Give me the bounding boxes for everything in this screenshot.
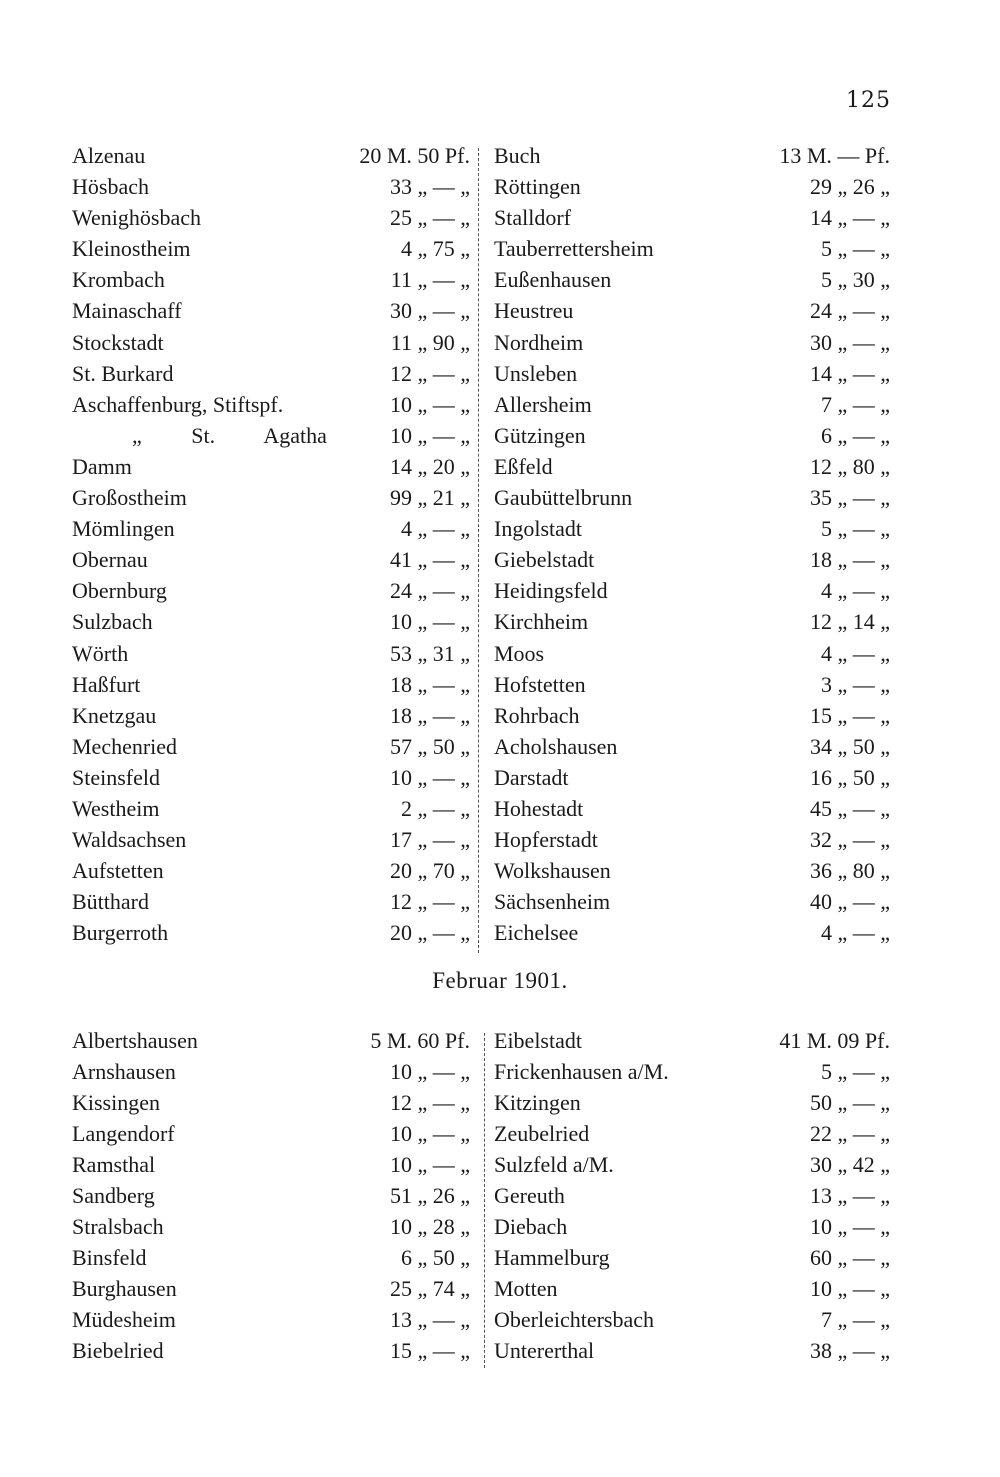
donation-amount: 10 „ — „ xyxy=(389,764,470,790)
donation-amount: 11 „ — „ xyxy=(390,267,470,293)
place-name: Frickenhausen a/M. xyxy=(494,1059,669,1084)
donation-amount: 25 „ — „ xyxy=(389,205,470,231)
ledger-row xyxy=(494,1056,894,1087)
ledger-row xyxy=(494,482,894,513)
place-name: Gaubüttelbrunn xyxy=(494,485,633,511)
donation-amount: 11 „ 90 „ xyxy=(390,329,470,355)
donation-amount: 10 „ — „ xyxy=(389,422,470,448)
donation-amount: 20 M. 50 Pf. xyxy=(359,143,470,168)
ledger-row xyxy=(494,886,894,917)
donation-amount: 16 „ 50 „ xyxy=(809,764,890,790)
ledger-row xyxy=(72,140,472,171)
ledger-row xyxy=(72,202,472,233)
place-name: Kitzingen xyxy=(494,1090,581,1115)
place-name: Ingolstadt xyxy=(494,516,582,542)
place-name: Mechenried xyxy=(72,733,178,759)
ledger-row xyxy=(72,762,472,793)
donation-amount: 4 „ — „ xyxy=(400,516,470,542)
place-name: Obernau xyxy=(72,547,148,573)
ledger-row xyxy=(72,1149,472,1180)
donation-amount: 14 „ — „ xyxy=(809,205,890,231)
ledger-row xyxy=(72,420,472,451)
donation-amount: 10 „ — „ xyxy=(809,1214,890,1239)
place-name: Sulzbach xyxy=(72,609,153,635)
donation-amount: 12 „ 14 „ xyxy=(809,609,890,635)
donation-amount: 45 „ — „ xyxy=(809,795,890,821)
ledger-row xyxy=(72,1180,472,1211)
donation-amount: 34 „ 50 „ xyxy=(809,733,890,759)
ledger-row xyxy=(72,575,472,606)
place-name: Stalldorf xyxy=(494,205,571,231)
donation-amount: 4 „ — „ xyxy=(820,920,890,946)
place-name: Aufstetten xyxy=(72,858,164,884)
donation-amount: 20 „ 70 „ xyxy=(389,858,470,884)
ledger-row xyxy=(494,420,894,451)
donation-amount: 24 „ — „ xyxy=(809,298,890,324)
donation-amount: 41 M. 09 Pf. xyxy=(779,1028,890,1053)
donation-amount: 13 M. — Pf. xyxy=(779,143,890,168)
donation-amount: 60 „ — „ xyxy=(809,1245,890,1270)
ledger-column-right xyxy=(494,1025,894,1366)
place-name: „ St. Agatha xyxy=(132,422,327,448)
donation-amount: 20 „ — „ xyxy=(389,920,470,946)
donation-amount: 57 „ 50 „ xyxy=(389,733,470,759)
ledger-row xyxy=(494,1087,894,1118)
ledger-row xyxy=(72,1273,472,1304)
donation-amount: 5 „ — „ xyxy=(820,1059,890,1084)
place-name: Untererthal xyxy=(494,1338,595,1363)
section-heading: Februar 1901. xyxy=(432,968,568,993)
place-name: Kissingen xyxy=(72,1090,160,1115)
donation-amount: 24 „ — „ xyxy=(389,578,470,604)
ledger-row xyxy=(494,389,894,420)
donation-amount: 5 „ 30 „ xyxy=(820,267,890,293)
donation-amount: 13 „ — „ xyxy=(809,1183,890,1208)
ledger-row xyxy=(72,1304,472,1335)
ledger-row xyxy=(72,917,472,948)
place-name: Gützingen xyxy=(494,422,586,448)
ledger-row xyxy=(72,295,472,326)
donation-amount: 4 „ — „ xyxy=(820,578,890,604)
ledger-row xyxy=(494,669,894,700)
donation-amount: 12 „ — „ xyxy=(389,889,470,915)
place-name: Binsfeld xyxy=(72,1245,147,1270)
donation-amount: 35 „ — „ xyxy=(809,485,890,511)
place-name: Haßfurt xyxy=(72,671,141,697)
donation-amount: 10 „ 28 „ xyxy=(389,1214,470,1239)
ledger-row xyxy=(494,917,894,948)
place-name: Burghausen xyxy=(72,1276,177,1301)
ledger-block-1 xyxy=(0,140,1000,960)
ledger-row xyxy=(72,327,472,358)
page-number: 125 xyxy=(846,88,891,113)
donation-amount: 15 „ — „ xyxy=(809,702,890,728)
ledger-row xyxy=(72,171,472,202)
ledger-row xyxy=(72,1056,472,1087)
place-name: Stralsbach xyxy=(72,1214,164,1239)
ledger-row xyxy=(72,1211,472,1242)
place-name: Sandberg xyxy=(72,1183,155,1208)
place-name: Eibelstadt xyxy=(494,1028,582,1053)
place-name: Alzenau xyxy=(72,143,146,168)
donation-amount: 14 „ — „ xyxy=(809,360,890,386)
donation-amount: 7 „ — „ xyxy=(820,1307,890,1332)
ledger-row xyxy=(72,482,472,513)
place-name: Großostheim xyxy=(72,485,187,511)
ledger-row xyxy=(72,389,472,420)
place-name: Bütthard xyxy=(72,889,149,915)
ledger-row xyxy=(494,1025,894,1056)
place-name: Arnshausen xyxy=(72,1059,176,1084)
ledger-row xyxy=(72,1335,472,1366)
place-name: Tauberrettersheim xyxy=(494,236,654,262)
place-name: Hofstetten xyxy=(494,671,586,697)
ledger-row xyxy=(494,513,894,544)
ledger-row xyxy=(494,575,894,606)
place-name: Ramsthal xyxy=(72,1152,156,1177)
donation-amount: 10 „ — „ xyxy=(389,391,470,417)
ledger-row xyxy=(494,762,894,793)
donation-amount: 5 M. 60 Pf. xyxy=(370,1028,470,1053)
donation-amount: 4 „ 75 „ xyxy=(400,236,470,262)
place-name: Langendorf xyxy=(72,1121,175,1146)
ledger-row xyxy=(72,1242,472,1273)
donation-amount: 10 „ — „ xyxy=(389,1059,470,1084)
donation-amount: 4 „ — „ xyxy=(820,640,890,666)
place-name: Sulzfeld a/M. xyxy=(494,1152,614,1177)
donation-amount: 25 „ 74 „ xyxy=(389,1276,470,1301)
place-name: Biebelried xyxy=(72,1338,164,1363)
place-name: Sächsenheim xyxy=(494,889,611,915)
donation-amount: 32 „ — „ xyxy=(809,827,890,853)
donation-amount: 40 „ — „ xyxy=(809,889,890,915)
place-name: Röttingen xyxy=(494,174,581,200)
ledger-row xyxy=(494,824,894,855)
donation-amount: 10 „ — „ xyxy=(809,1276,890,1301)
ledger-row xyxy=(494,451,894,482)
place-name: Motten xyxy=(494,1276,558,1301)
ledger-row xyxy=(494,793,894,824)
place-name: Unsleben xyxy=(494,360,578,386)
donation-amount: 17 „ — „ xyxy=(389,827,470,853)
ledger-row xyxy=(72,1118,472,1149)
ledger-row xyxy=(494,1242,894,1273)
place-name: Knetzgau xyxy=(72,702,157,728)
ledger-row xyxy=(494,1149,894,1180)
ledger-row xyxy=(494,1211,894,1242)
place-name: Westheim xyxy=(72,795,160,821)
ledger-column-right xyxy=(494,140,894,948)
place-name: Heidingsfeld xyxy=(494,578,608,604)
donation-amount: 29 „ 26 „ xyxy=(809,174,890,200)
donation-amount: 6 „ — „ xyxy=(820,422,890,448)
ledger-row xyxy=(72,513,472,544)
place-name: Moos xyxy=(494,640,545,666)
ledger-row xyxy=(72,451,472,482)
column-divider xyxy=(478,148,479,953)
ledger-row xyxy=(494,544,894,575)
ledger-row xyxy=(72,669,472,700)
place-name: Giebelstadt xyxy=(494,547,595,573)
donation-amount: 18 „ — „ xyxy=(389,671,470,697)
ledger-row xyxy=(494,233,894,264)
ledger-row xyxy=(72,1087,472,1118)
place-name: Kirchheim xyxy=(494,609,589,635)
place-name: Burgerroth xyxy=(72,920,169,946)
donation-amount: 3 „ — „ xyxy=(820,671,890,697)
donation-amount: 30 „ 42 „ xyxy=(809,1152,890,1177)
place-name: Hopferstadt xyxy=(494,827,598,853)
ledger-row xyxy=(494,1273,894,1304)
place-name: Obernburg xyxy=(72,578,167,604)
place-name: Wolkshausen xyxy=(494,858,611,884)
donation-amount: 13 „ — „ xyxy=(389,1307,470,1332)
ledger-row xyxy=(494,264,894,295)
ledger-row xyxy=(72,606,472,637)
ledger-row xyxy=(494,327,894,358)
ledger-row xyxy=(72,358,472,389)
ledger-row xyxy=(494,140,894,171)
place-name: Allersheim xyxy=(494,391,592,417)
donation-amount: 38 „ — „ xyxy=(809,1338,890,1363)
donation-amount: 18 „ — „ xyxy=(809,547,890,573)
donation-amount: 50 „ — „ xyxy=(809,1090,890,1115)
ledger-row xyxy=(72,731,472,762)
ledger-row xyxy=(494,638,894,669)
ledger-row xyxy=(494,295,894,326)
place-name: Eßfeld xyxy=(494,453,553,479)
donation-amount: 51 „ 26 „ xyxy=(389,1183,470,1208)
ledger-row xyxy=(72,264,472,295)
place-name: Rohrbach xyxy=(494,702,580,728)
ledger-row xyxy=(72,233,472,264)
ledger-row xyxy=(494,1180,894,1211)
place-name: Darstadt xyxy=(494,764,569,790)
ledger-row xyxy=(72,700,472,731)
column-divider xyxy=(484,1033,485,1368)
place-name: Diebach xyxy=(494,1214,568,1239)
ledger-row xyxy=(494,1118,894,1149)
place-name: Hösbach xyxy=(72,174,149,200)
ledger-row xyxy=(72,886,472,917)
donation-amount: 15 „ — „ xyxy=(389,1338,470,1363)
place-name: Eußenhausen xyxy=(494,267,612,293)
place-name: Acholshausen xyxy=(494,733,618,759)
place-name: Kleinostheim xyxy=(72,236,191,262)
donation-amount: 5 „ — „ xyxy=(820,236,890,262)
ledger-column-left xyxy=(72,140,472,948)
place-name: Mainaschaff xyxy=(72,298,182,324)
place-name: Mömlingen xyxy=(72,516,175,542)
donation-amount: 10 „ — „ xyxy=(389,1152,470,1177)
place-name: Waldsachsen xyxy=(72,827,187,853)
place-name: Hammelburg xyxy=(494,1245,610,1270)
place-name: Müdesheim xyxy=(72,1307,176,1332)
ledger-row xyxy=(72,793,472,824)
place-name: Hohestadt xyxy=(494,795,584,821)
place-name: Steinsfeld xyxy=(72,764,160,790)
donation-amount: 18 „ — „ xyxy=(389,702,470,728)
place-name: Oberleichtersbach xyxy=(494,1307,655,1332)
place-name: Krombach xyxy=(72,267,165,293)
place-name: Damm xyxy=(72,453,132,479)
place-name: Wenighösbach xyxy=(72,205,201,231)
ledger-row xyxy=(494,1335,894,1366)
donation-amount: 10 „ — „ xyxy=(389,1121,470,1146)
ledger-block-2 xyxy=(0,1025,1000,1375)
place-name: Wörth xyxy=(72,640,129,666)
donation-amount: 53 „ 31 „ xyxy=(389,640,470,666)
donation-amount: 33 „ — „ xyxy=(389,174,470,200)
place-name: Aschaffenburg, Stiftspf. xyxy=(72,391,284,417)
place-name: St. Burkard xyxy=(72,360,174,386)
ledger-row xyxy=(494,700,894,731)
place-name: Eichelsee xyxy=(494,920,579,946)
ledger-row xyxy=(72,855,472,886)
ledger-row xyxy=(72,638,472,669)
donation-amount: 5 „ — „ xyxy=(820,516,890,542)
donation-amount: 36 „ 80 „ xyxy=(809,858,890,884)
ledger-row xyxy=(494,1304,894,1335)
place-name: Albertshausen xyxy=(72,1028,198,1053)
donation-amount: 12 „ — „ xyxy=(389,1090,470,1115)
ledger-row xyxy=(72,544,472,575)
ledger-row xyxy=(494,731,894,762)
place-name: Buch xyxy=(494,143,541,168)
donation-amount: 12 „ — „ xyxy=(389,360,470,386)
donation-amount: 6 „ 50 „ xyxy=(400,1245,470,1270)
place-name: Heustreu xyxy=(494,298,574,324)
ledger-column-left xyxy=(72,1025,472,1366)
donation-amount: 2 „ — „ xyxy=(400,795,470,821)
donation-amount: 14 „ 20 „ xyxy=(389,453,470,479)
donation-amount: 99 „ 21 „ xyxy=(389,485,470,511)
place-name: Gereuth xyxy=(494,1183,565,1208)
donation-amount: 10 „ — „ xyxy=(389,609,470,635)
place-name: Nordheim xyxy=(494,329,584,355)
donation-amount: 7 „ — „ xyxy=(820,391,890,417)
donation-amount: 30 „ — „ xyxy=(809,329,890,355)
donation-amount: 22 „ — „ xyxy=(809,1121,890,1146)
place-name: Stockstadt xyxy=(72,329,164,355)
ledger-row xyxy=(494,855,894,886)
donation-amount: 30 „ — „ xyxy=(389,298,470,324)
ledger-row xyxy=(494,202,894,233)
ledger-row xyxy=(494,171,894,202)
donation-amount: 12 „ 80 „ xyxy=(809,453,890,479)
ledger-row xyxy=(72,824,472,855)
ledger-row xyxy=(494,358,894,389)
ledger-row xyxy=(72,1025,472,1056)
donation-amount: 41 „ — „ xyxy=(389,547,470,573)
place-name: Zeubelried xyxy=(494,1121,590,1146)
ledger-row xyxy=(494,606,894,637)
